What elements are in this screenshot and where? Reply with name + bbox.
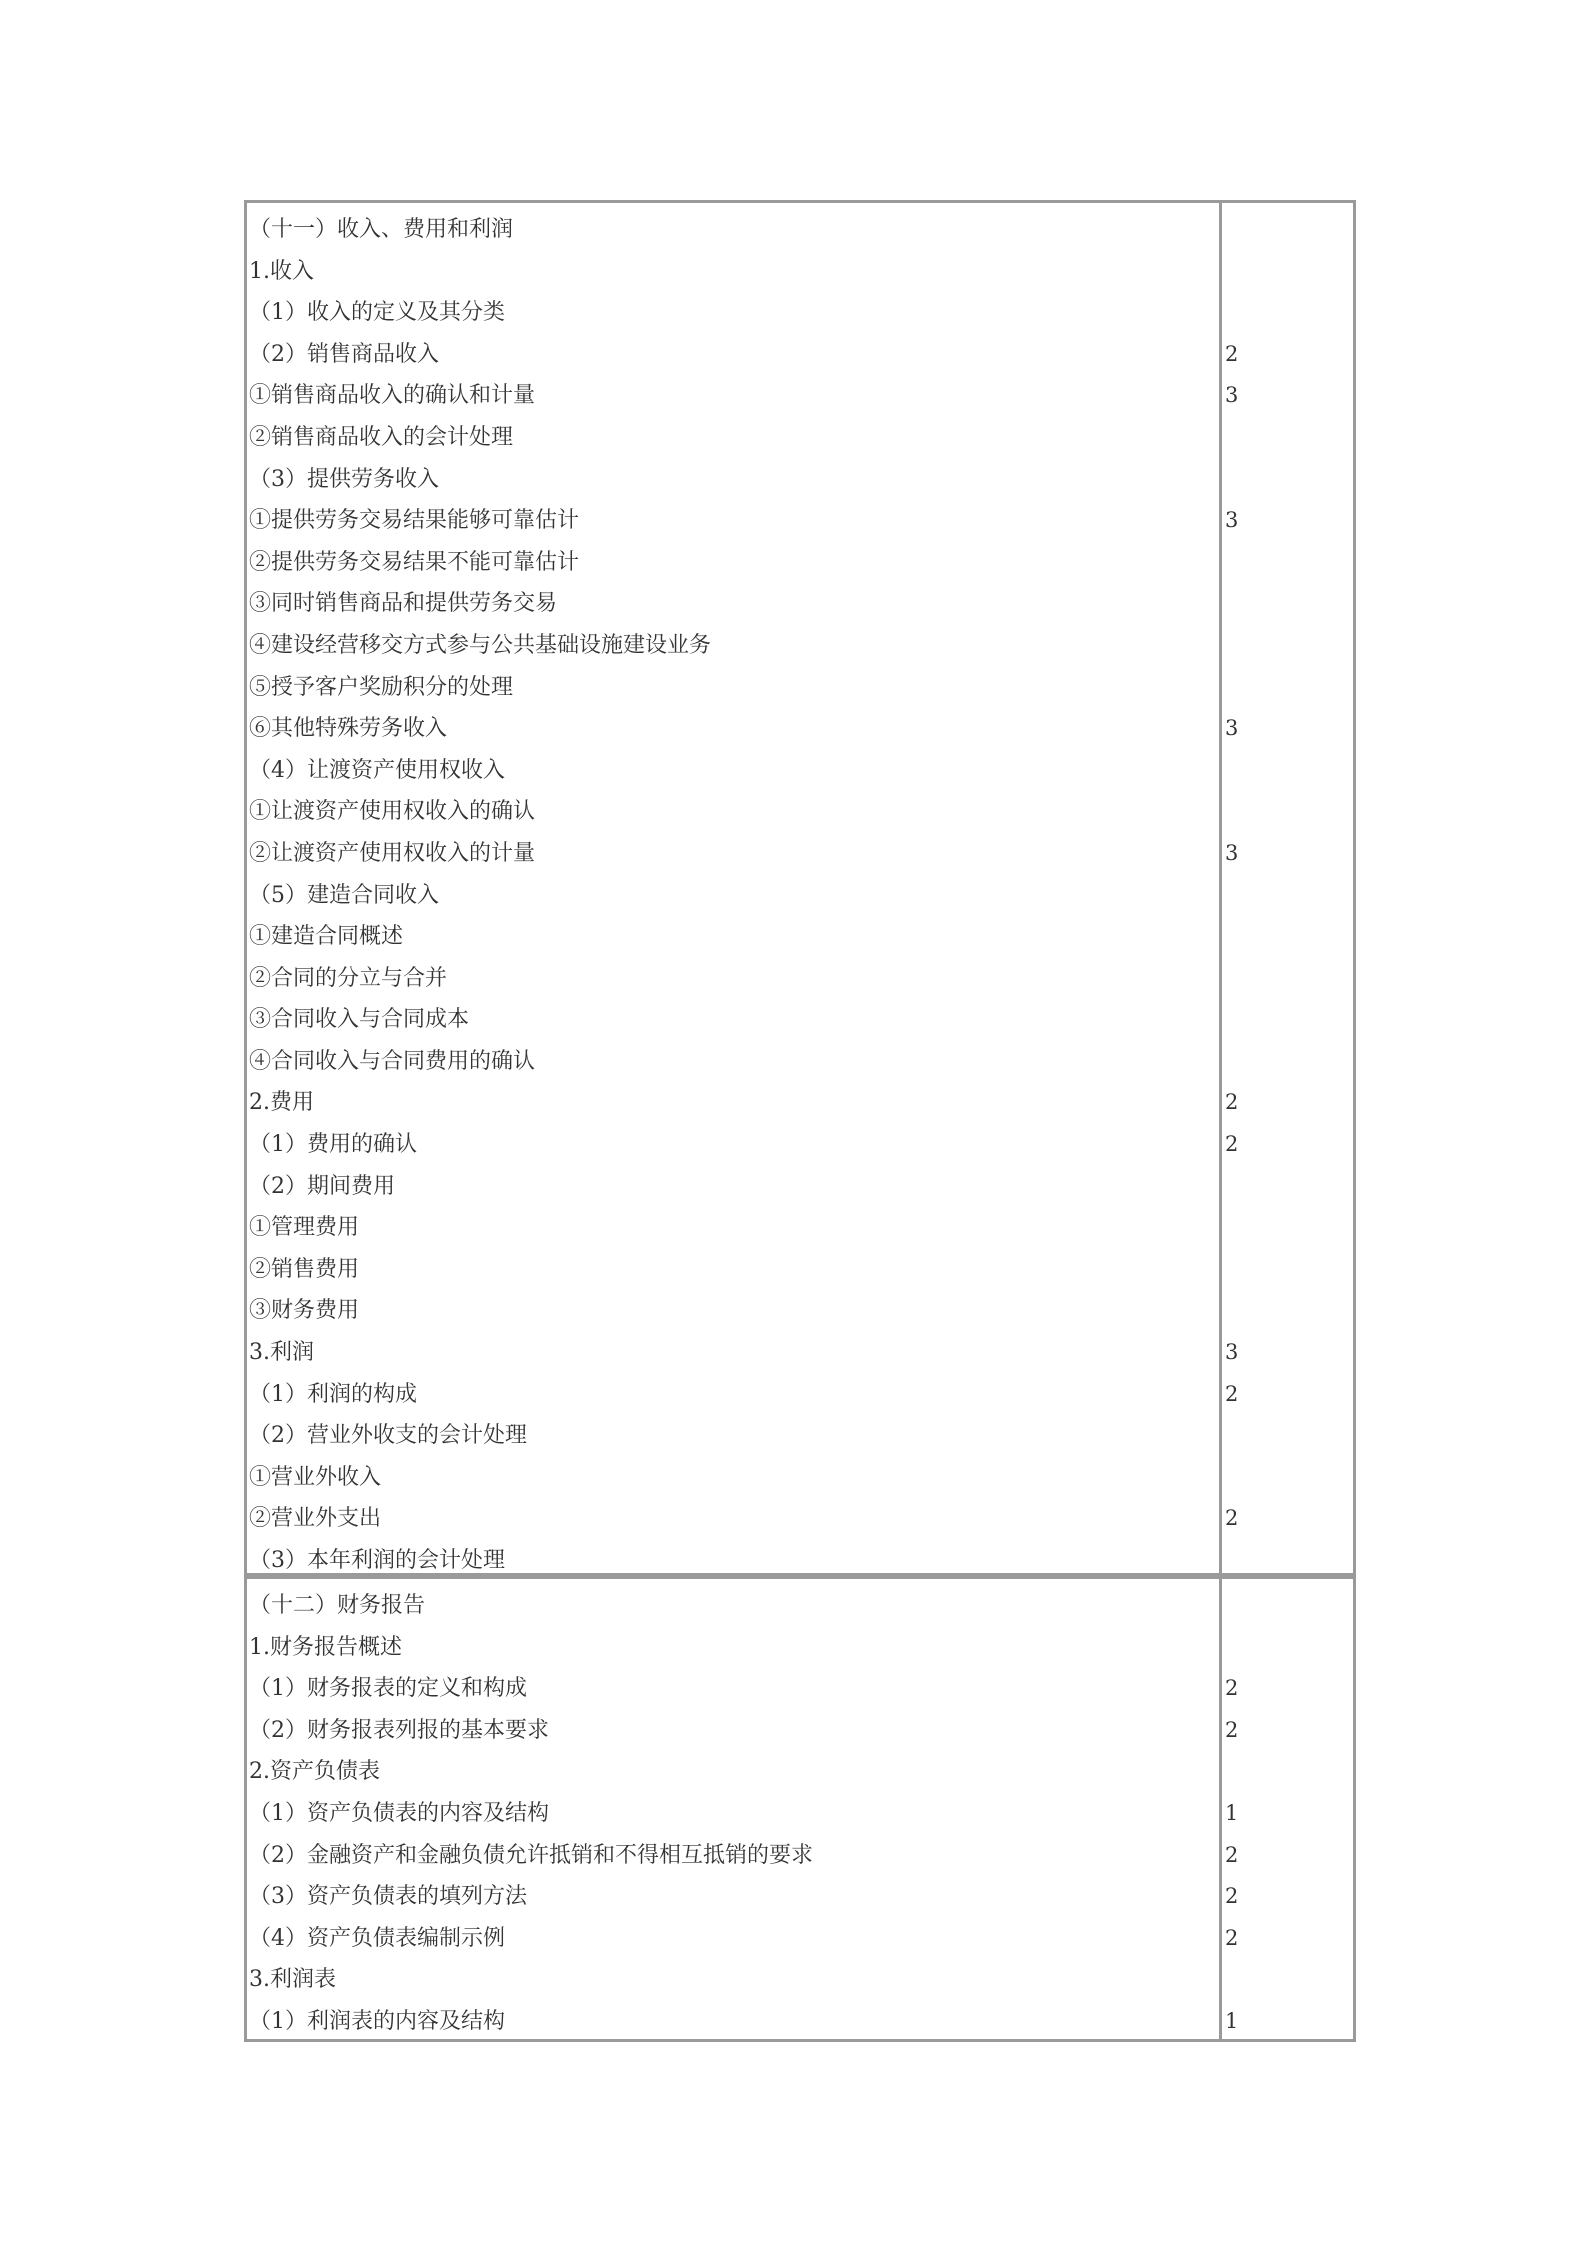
requirement-level: 2	[1225, 1506, 1239, 1531]
topic-text: ②提供劳务交易结果不能可靠估计	[249, 549, 580, 575]
topic-text: ②销售商品收入的会计处理	[249, 424, 514, 450]
topic-text: （2）金融资产和金融负债允许抵销和不得相互抵销的要求	[249, 1842, 813, 1868]
topic-text: （2）营业外收支的会计处理	[249, 1423, 527, 1449]
requirement-level	[1225, 1415, 1353, 1457]
requirement-level	[1225, 667, 1353, 709]
content-column	[247, 203, 1222, 1573]
topic-text: 3.利润	[249, 1340, 314, 1366]
requirement-level	[1225, 958, 1353, 1000]
requirement-level: 2	[1225, 1717, 1239, 1742]
topic-text: （2）财务报表列报的基本要求	[249, 1717, 549, 1743]
requirement-level	[1225, 999, 1353, 1041]
requirement-level: 2	[1225, 1925, 1239, 1950]
requirement-level	[1225, 459, 1353, 501]
requirement-level: 3	[1225, 508, 1239, 533]
topic-text: （5）建造合同收入	[249, 882, 439, 908]
requirement-level	[1225, 750, 1353, 792]
topic-text: （1）收入的定义及其分类	[249, 300, 505, 326]
topic-text: ①建造合同概述	[249, 924, 404, 950]
topic-text: （2）期间费用	[249, 1173, 395, 1199]
requirement-level: 2	[1225, 341, 1239, 366]
topic-text: ①销售商品收入的确认和计量	[249, 383, 536, 409]
requirement-level	[1225, 1249, 1353, 1291]
topic-text: 2.资产负债表	[249, 1759, 380, 1785]
topic-text: ①管理费用	[249, 1215, 360, 1241]
topic-text: ④合同收入与合同费用的确认	[249, 1048, 536, 1074]
requirement-level: 3	[1225, 716, 1239, 741]
topic-text: ②合同的分立与合并	[249, 965, 448, 991]
topic-text: （1）费用的确认	[249, 1132, 417, 1158]
requirement-level	[1225, 251, 1353, 293]
topic-text: （3）本年利润的会计处理	[249, 1548, 505, 1573]
requirement-level: 2	[1225, 1381, 1239, 1406]
requirement-level: 2	[1225, 1090, 1239, 1115]
requirement-level: 1	[1225, 2008, 1239, 2033]
topic-text: ②营业外支出	[249, 1506, 382, 1532]
topic-text: 2.费用	[249, 1090, 314, 1116]
requirement-level	[1225, 583, 1353, 625]
topic-text: ②销售费用	[249, 1256, 360, 1282]
requirement-level	[1225, 1627, 1353, 1669]
syllabus-table-section-1	[244, 200, 1356, 1576]
requirement-level	[1225, 1457, 1353, 1499]
topic-text: （1）财务报表的定义和构成	[249, 1676, 527, 1702]
requirement-level	[1225, 1751, 1353, 1793]
topic-text: （1）利润的构成	[249, 1381, 417, 1407]
topic-text: 3.利润表	[249, 1967, 336, 1993]
requirement-level: 2	[1225, 1842, 1239, 1867]
requirement-level	[1225, 209, 1353, 251]
topic-text: ③财务费用	[249, 1298, 360, 1324]
topic-text: ①提供劳务交易结果能够可靠估计	[249, 508, 580, 534]
topic-text: （十一）收入、费用和利润	[249, 217, 514, 242]
requirement-level	[1225, 1959, 1353, 2001]
topic-text: 1.收入	[249, 258, 314, 284]
topic-text: （3）资产负债表的填列方法	[249, 1884, 527, 1910]
topic-text: ③同时销售商品和提供劳务交易	[249, 591, 558, 617]
requirement-level	[1225, 791, 1353, 833]
requirement-level	[1225, 1166, 1353, 1208]
requirement-level	[1225, 1041, 1353, 1083]
topic-text: （十二）财务报告	[249, 1593, 426, 1618]
topic-text: （2）销售商品收入	[249, 341, 439, 367]
topic-text: ①让渡资产使用权收入的确认	[249, 799, 536, 825]
topic-text: （3）提供劳务收入	[249, 466, 439, 492]
requirement-level	[1225, 1585, 1353, 1627]
topic-text: ④建设经营移交方式参与公共基础设施建设业务	[249, 632, 712, 658]
topic-text: ⑤授予客户奖励积分的处理	[249, 674, 514, 700]
syllabus-table-section-2	[244, 1576, 1356, 2042]
requirement-level	[1225, 1207, 1353, 1249]
requirement-level: 1	[1225, 1800, 1239, 1825]
topic-text: ②让渡资产使用权收入的计量	[249, 840, 536, 866]
topic-text: 1.财务报告概述	[249, 1634, 402, 1660]
level-column	[1222, 1579, 1353, 2039]
requirement-level	[1225, 875, 1353, 917]
topic-text: ①营业外收入	[249, 1464, 382, 1490]
topic-text: （1）资产负债表的内容及结构	[249, 1800, 549, 1826]
requirement-level	[1225, 542, 1353, 584]
requirement-level: 3	[1225, 383, 1239, 408]
requirement-level: 2	[1225, 1132, 1239, 1157]
topic-text: ⑥其他特殊劳务收入	[249, 716, 448, 742]
requirement-level	[1225, 292, 1353, 334]
topic-text: （4）资产负债表编制示例	[249, 1925, 505, 1951]
topic-text: ③合同收入与合同成本	[249, 1007, 470, 1033]
requirement-level	[1225, 916, 1353, 958]
topic-text: （1）利润表的内容及结构	[249, 2008, 505, 2034]
requirement-level: 3	[1225, 1340, 1239, 1365]
requirement-level: 2	[1225, 1676, 1239, 1701]
requirement-level	[1225, 1290, 1353, 1332]
level-column	[1222, 203, 1353, 1573]
content-column	[247, 1579, 1222, 2039]
requirement-level	[1225, 625, 1353, 667]
requirement-level: 2	[1225, 1884, 1239, 1909]
requirement-level	[1225, 417, 1353, 459]
requirement-level: 3	[1225, 840, 1239, 865]
topic-text: （4）让渡资产使用权收入	[249, 757, 505, 783]
